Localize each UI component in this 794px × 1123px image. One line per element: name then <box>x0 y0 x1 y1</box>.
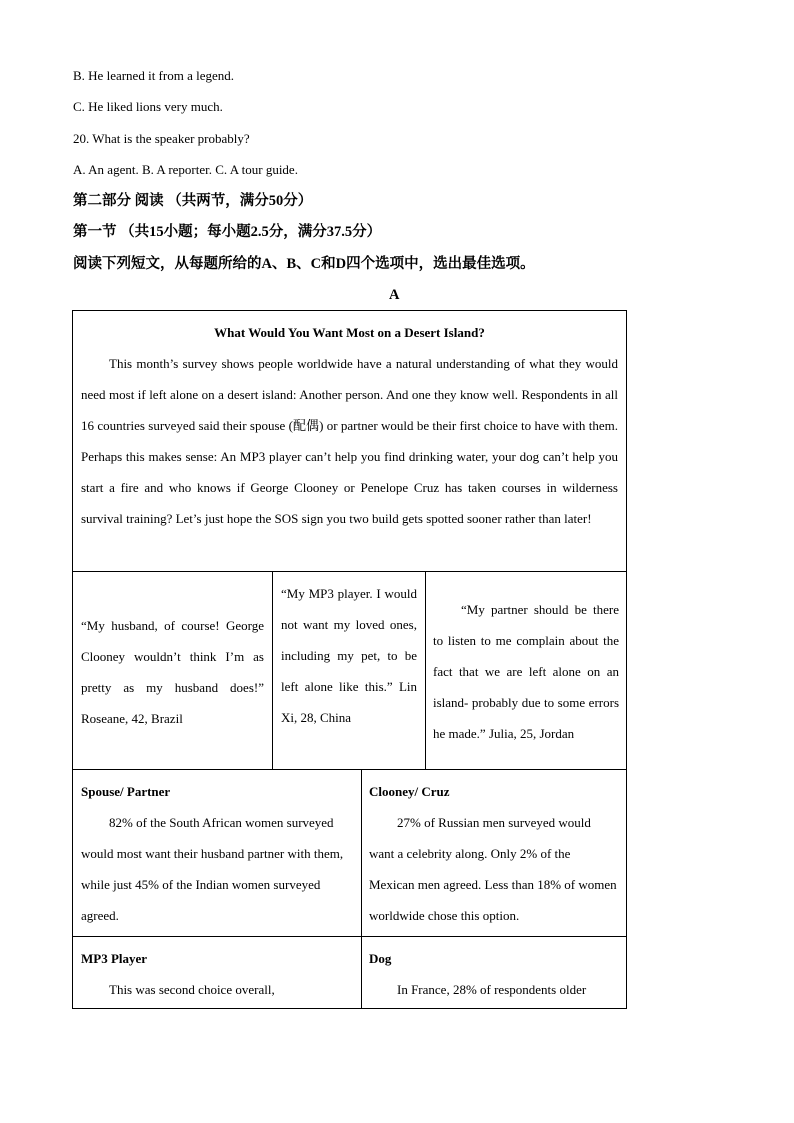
quote-roseane: “My husband, of course! George Clooney wouldn’t think I’m as pretty as my husband does!” Roseane, 42, Brazil <box>81 618 264 726</box>
quote-cell-2 <box>272 571 426 770</box>
quote-lin-xi: “My MP3 player. I would not want my loved ones, including my pet, to be left alone like this.” Lin Xi, 28, China <box>281 586 417 725</box>
stat-cell-spouse <box>72 769 362 937</box>
stat-body-clooney: 27% of Russian men surveyed would want a celebrity along. Only 2% of the Mexican men agreed. Less than 18% of women worldwide chose this option. <box>369 815 617 923</box>
stat-body-dog: In France, 28% of respondents older <box>397 982 587 997</box>
question-20-options: A. An agent. B. A reporter. C. A tour guide. <box>73 162 298 177</box>
article-intro: This month’s survey shows people worldwide have a natural understanding of what they would need most if left alone on a desert island: Another person. And one they know well. Respondents in all 16 countries surveyed said their spouse (配偶) or partner would be their first choice to have with them. Perhaps this makes sense: An MP3 player can’t help you find drinking water, your dog can’t help you start a fire and who knows if George Clooney or Penelope Cruz has taken courses in wilderness survival training? Let’s just hope the SOS sign you two build gets spotted sooner rather than later! <box>81 356 618 526</box>
stat-body-spouse: 82% of the South African women surveyed would most want their husband partner with them, while just 45% of the Indian women surveyed agreed. <box>81 815 344 923</box>
question-20: 20. What is the speaker probably? <box>73 131 250 146</box>
passage-letter: A <box>389 287 400 303</box>
stat-body-mp3: This was second choice overall, <box>109 982 275 997</box>
stat-cell-dog <box>361 936 627 1009</box>
quote-julia: “My partner should be there to listen to me complain about the fact that we are left alone on an island- probably due to some errors he made.” Julia, 25, Jordan <box>433 602 619 741</box>
quote-cell-1 <box>72 571 273 770</box>
article-title: What Would You Want Most on a Desert Island? <box>214 325 485 340</box>
stat-cell-mp3 <box>72 936 362 1009</box>
option-19c: C. He liked lions very much. <box>73 99 223 114</box>
stat-heading-mp3: MP3 Player <box>81 951 148 966</box>
intro-box <box>72 310 627 572</box>
option-19b: B. He learned it from a legend. <box>73 68 234 83</box>
part-two-heading: 第二部分 阅读 （共两节，满分50分） <box>73 193 313 209</box>
quote-cell-3 <box>425 571 627 770</box>
stat-cell-clooney <box>361 769 627 937</box>
stat-heading-dog: Dog <box>369 951 392 966</box>
stat-heading-spouse: Spouse/ Partner <box>81 784 171 799</box>
stat-heading-clooney: Clooney/ Cruz <box>369 784 450 799</box>
instructions: 阅读下列短文，从每题所给的A、B、C和D四个选项中，选出最佳选项。 <box>73 256 535 272</box>
section-one-heading: 第一节 （共15小题；每小题2.5分，满分37.5分） <box>73 224 382 240</box>
